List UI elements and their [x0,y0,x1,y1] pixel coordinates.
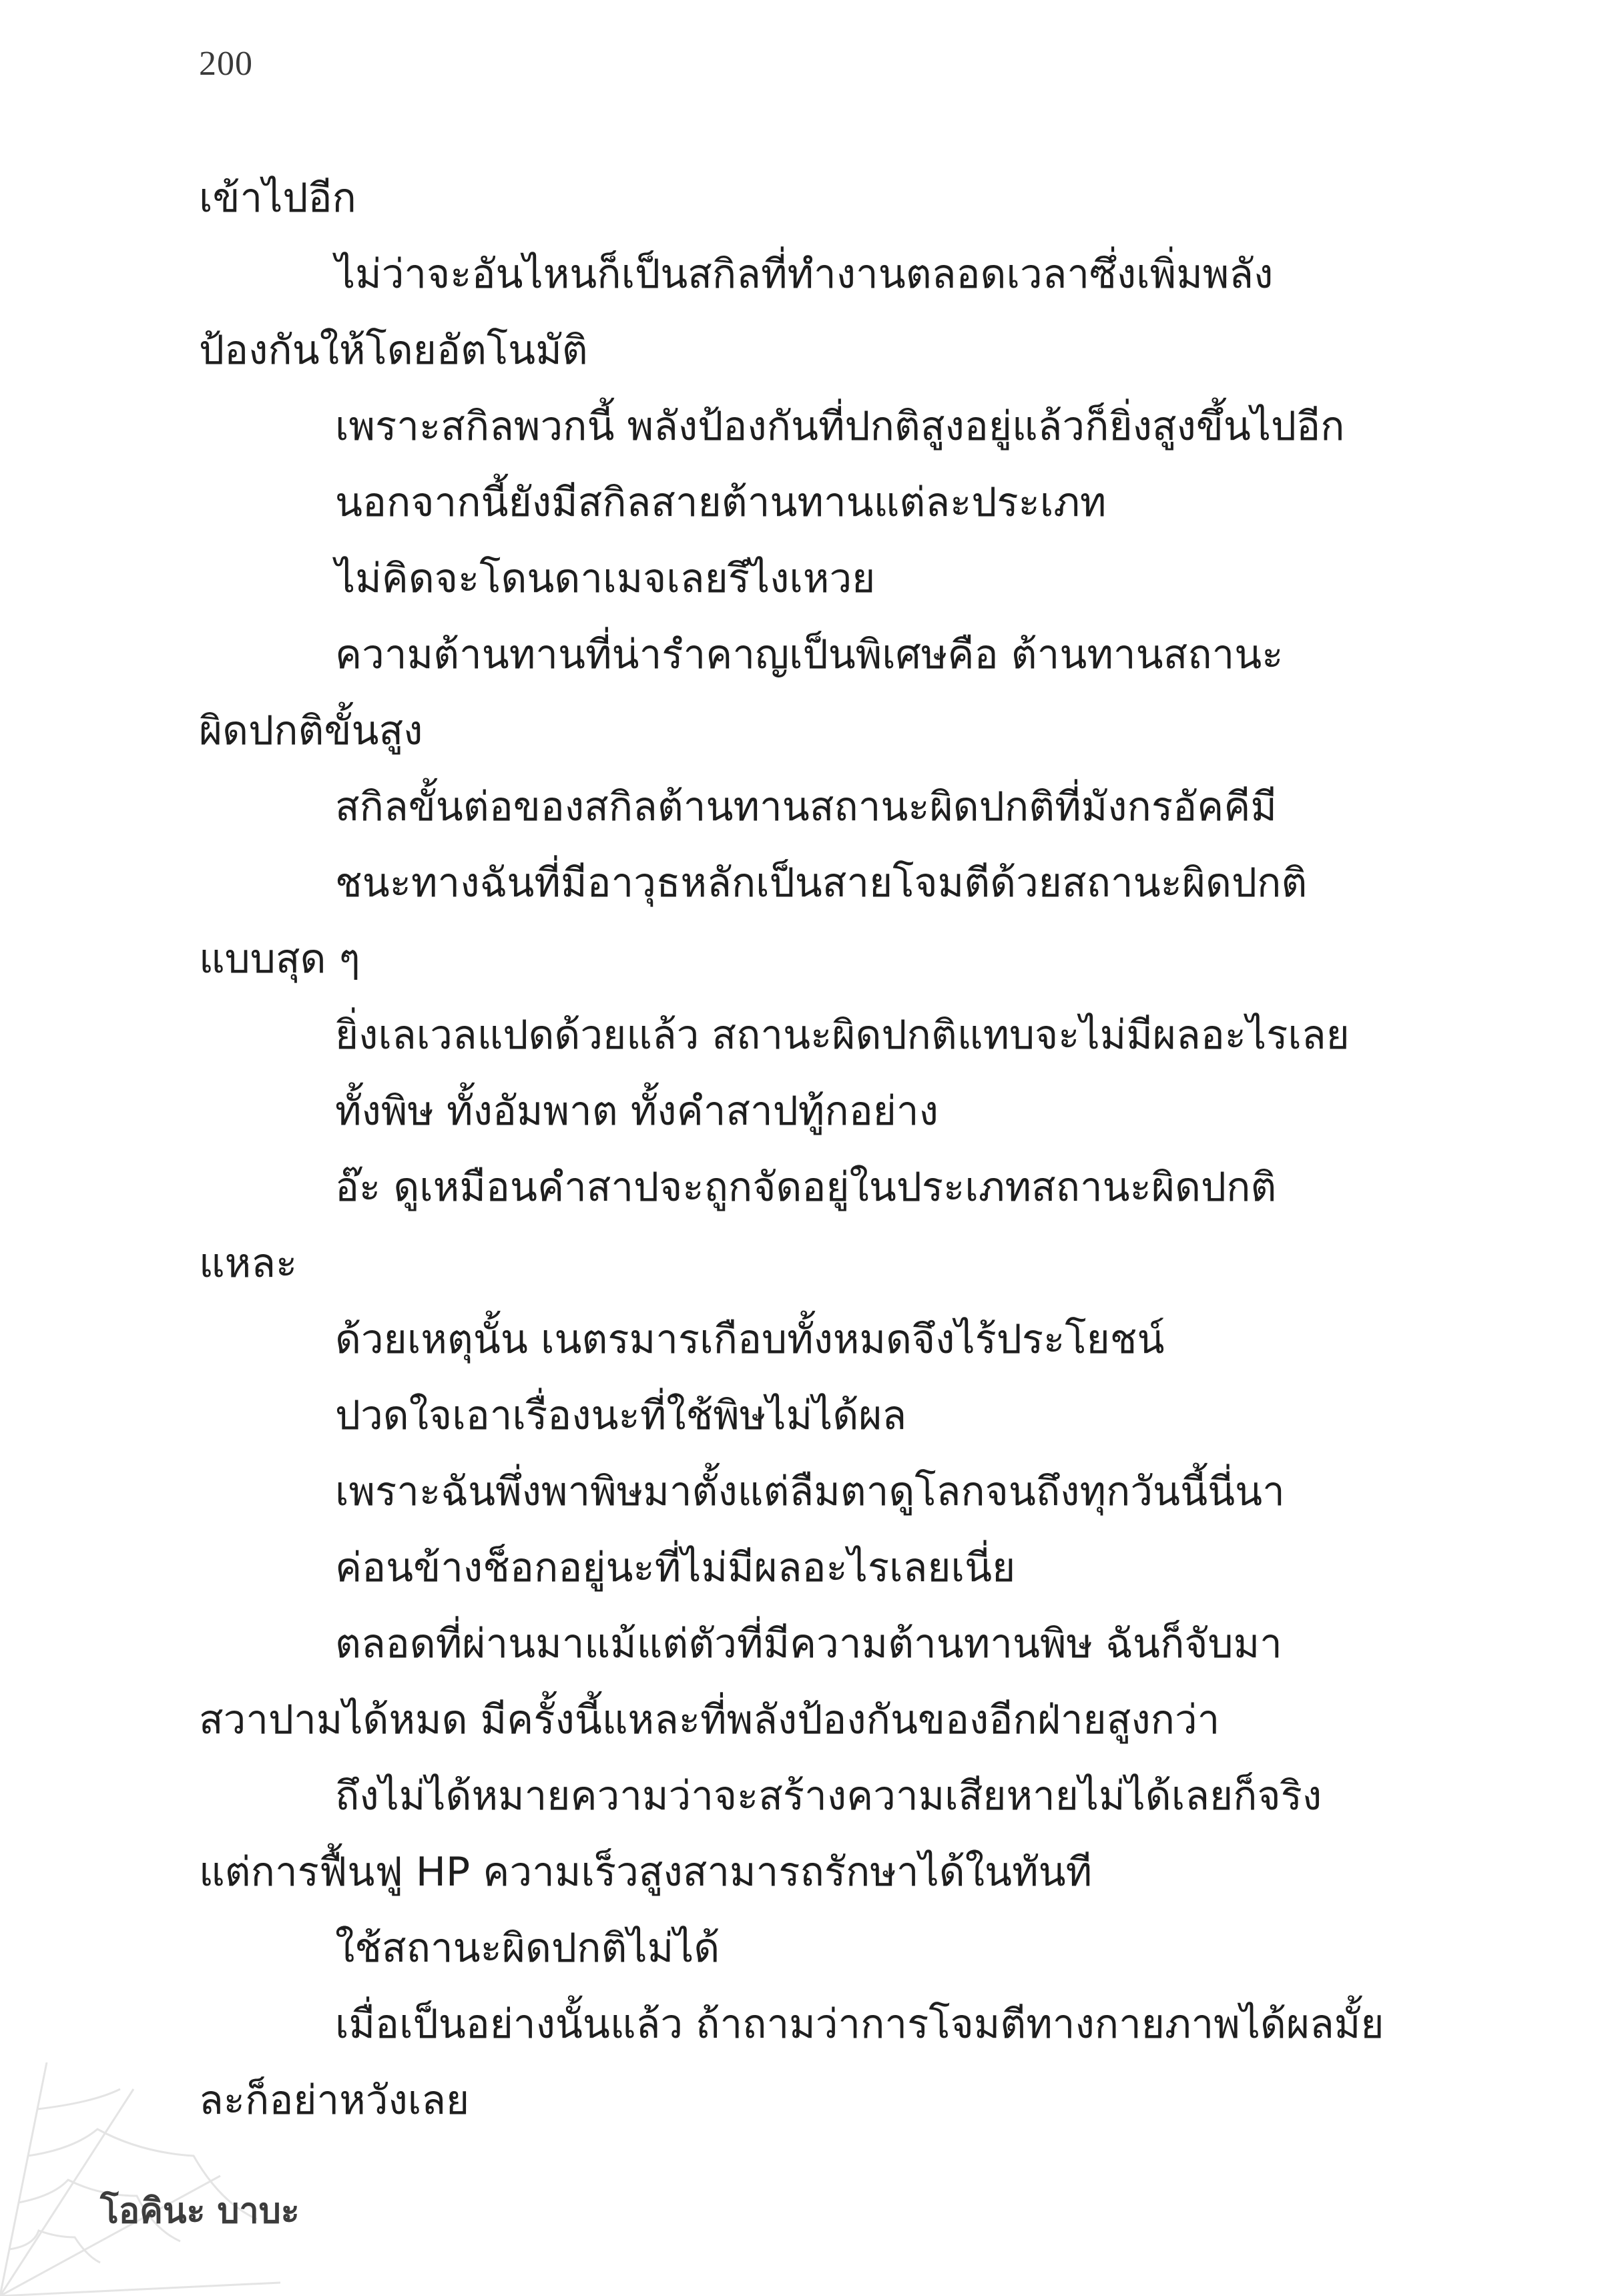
text-line: แหละ [199,1240,298,1287]
text-line: ละก็อย่าหวังเลย [199,2077,470,2124]
text-line: ค่อนข้างช็อกอยู่นะที่ไม่มีผลอะไรเลยเนี่ย [335,1544,1016,1591]
text-line: แบบสุด ๆ [199,936,360,982]
text-line: นอกจากนี้ยังมีสกิลสายต้านทานแต่ละประเภท [335,479,1107,526]
text-line: อ๊ะ ดูเหมือนคำสาปจะถูกจัดอยู่ในประเภทสถานะผิดปกติ [335,1164,1277,1211]
book-title-footer: โอคินะ บาบะ [100,2191,300,2231]
text-line: ด้วยเหตุนั้น เนตรมารเกือบทั้งหมดจึงไร้ประโยชน์ [335,1316,1165,1363]
text-line: แต่การฟื้นฟู HP ความเร็วสูงสามารถรักษาได้ในทันที [199,1849,1093,1896]
text-line: ความต้านทานที่น่ารำคาญเป็นพิเศษคือ ต้านทานสถานะ [335,631,1284,678]
text-line: ตลอดที่ผ่านมาแม้แต่ตัวที่มีความต้านทานพิษ ฉันก็จับมา [335,1621,1282,1667]
text-line: ไม่คิดจะโดนดาเมจเลยรึไงเหวย [335,555,876,602]
spider-web-decoration [0,2062,280,2296]
text-line: ปวดใจเอาเรื่องนะที่ใช้พิษไม่ได้ผล [335,1392,907,1439]
body-text [199,160,1407,2138]
text-line: ยิ่งเลเวลแปดด้วยแล้ว สถานะผิดปกติแทบจะไม่มีผลอะไรเลย [335,1012,1350,1059]
text-line: เพราะสกิลพวกนี้ พลังป้องกันที่ปกติสูงอยู่แล้วก็ยิ่งสูงขึ้นไปอีก [335,403,1345,450]
page-number: 200 [199,45,253,83]
text-line: ใช้สถานะผิดปกติไม่ได้ [335,1925,720,1972]
text-line: ชนะทางฉันที่มีอาวุธหลักเป็นสายโจมตีด้วยสถานะผิดปกติ [335,860,1308,906]
text-line: สวาปามได้หมด มีครั้งนี้แหละที่พลังป้องกันของอีกฝ่ายสูงกว่า [199,1697,1220,1743]
text-line: ป้องกันให้โดยอัตโนมัติ [199,327,588,374]
text-line: สกิลขั้นต่อของสกิลต้านทานสถานะผิดปกติที่มังกรอัคคีมี [335,784,1277,830]
text-line: ถึงไม่ได้หมายความว่าจะสร้างความเสียหายไม่ได้เลยก็จริง [335,1773,1322,1819]
text-line: ทั้งพิษ ทั้งอัมพาต ทั้งคำสาปทู้กอย่าง [335,1088,938,1135]
text-line: เมื่อเป็นอย่างนั้นแล้ว ถ้าถามว่าการโจมตีทางกายภาพได้ผลมั้ย [335,2001,1384,2048]
text-line: เข้าไปอีก [199,175,356,222]
text-line: เพราะฉันพึ่งพาพิษมาตั้งแต่ลืมตาดูโลกจนถึงทุกวันนี้นี่นา [335,1468,1285,1515]
text-line: ไม่ว่าจะอันไหนก็เป็นสกิลที่ทำงานตลอดเวลาซึ่งเพิ่มพลัง [335,251,1274,298]
text-line: ผิดปกติขั้นสูง [199,707,423,754]
